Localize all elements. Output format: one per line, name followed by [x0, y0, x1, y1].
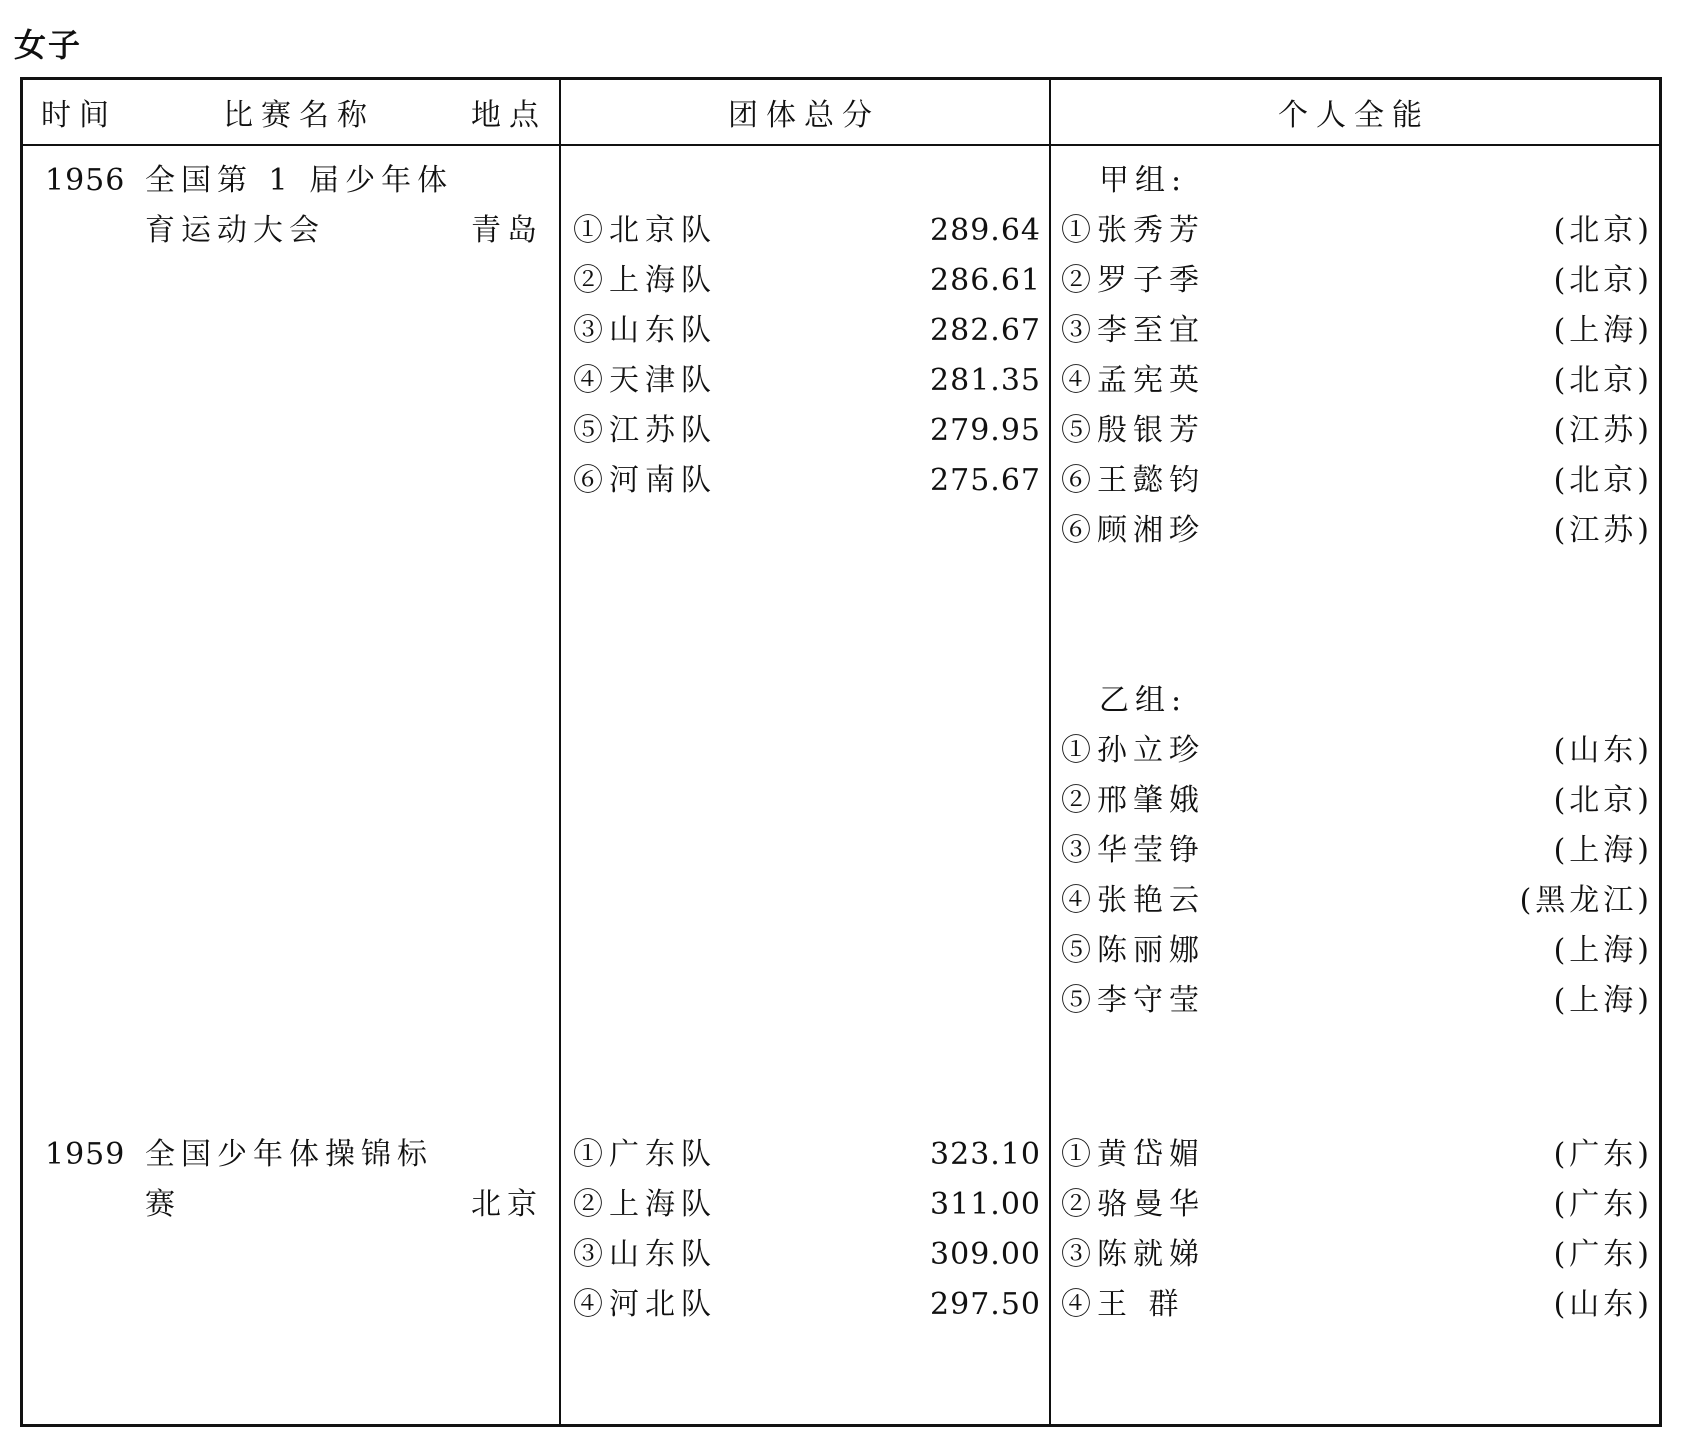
column-divider-team — [559, 80, 561, 1424]
athlete-name: ④王 群 — [1061, 1287, 1185, 1322]
athlete-region: (广东) — [1553, 1237, 1653, 1272]
athlete-name: ②骆曼华 — [1061, 1187, 1205, 1222]
athlete-name: ①张秀芳 — [1061, 213, 1205, 248]
event-name-line2: 育运动大会 — [145, 213, 325, 248]
header-place: 地点 — [471, 98, 547, 133]
event-place: 青岛 — [471, 213, 543, 248]
athlete-region: (北京) — [1553, 783, 1653, 818]
team-score: 311.00 — [930, 1187, 1041, 1222]
team-score: 286.61 — [930, 263, 1041, 298]
team-score: 282.67 — [930, 313, 1041, 348]
athlete-name: ⑤陈丽娜 — [1061, 933, 1205, 968]
team-score: 323.10 — [930, 1137, 1041, 1172]
team-name: ③山东队 — [573, 1237, 717, 1272]
results-table — [20, 77, 1662, 1427]
event-name-line1: 全国第 1 届少年体 — [145, 163, 454, 198]
section-title: 女子 — [14, 26, 83, 64]
group-label: 甲组: — [1099, 163, 1188, 198]
athlete-region: (山东) — [1553, 733, 1653, 768]
team-name: ⑥河南队 — [573, 463, 717, 498]
team-score: 309.00 — [930, 1237, 1041, 1272]
team-name: ④天津队 — [573, 363, 717, 398]
athlete-name: ①孙立珍 — [1061, 733, 1205, 768]
column-divider-individual — [1049, 80, 1051, 1424]
event-year: 1956 — [45, 163, 126, 198]
athlete-region: (广东) — [1553, 1187, 1653, 1222]
team-name: ①北京队 — [573, 213, 717, 248]
team-name: ⑤江苏队 — [573, 413, 717, 448]
team-name: ②上海队 — [573, 1187, 717, 1222]
team-name: ③山东队 — [573, 313, 717, 348]
athlete-name: ⑤李守莹 — [1061, 983, 1205, 1018]
athlete-region: (江苏) — [1553, 413, 1653, 448]
athlete-name: ①黄岱媚 — [1061, 1137, 1205, 1172]
athlete-name: ④张艳云 — [1061, 883, 1205, 918]
team-score: 279.95 — [930, 413, 1041, 448]
team-score: 297.50 — [930, 1287, 1041, 1322]
athlete-region: (北京) — [1553, 463, 1653, 498]
header-team: 团体总分 — [728, 98, 880, 133]
athlete-region: (上海) — [1553, 983, 1653, 1018]
header-time: 时间 — [41, 98, 117, 133]
athlete-name: ③李至宜 — [1061, 313, 1205, 348]
athlete-region: (上海) — [1553, 833, 1653, 868]
team-score: 281.35 — [930, 363, 1041, 398]
athlete-region: (黑龙江) — [1519, 883, 1653, 918]
team-score: 275.67 — [930, 463, 1041, 498]
event-name-line2: 赛 — [145, 1187, 181, 1222]
event-place: 北京 — [471, 1187, 543, 1222]
athlete-region: (广东) — [1553, 1137, 1653, 1172]
team-name: ①广东队 — [573, 1137, 717, 1172]
athlete-name: ⑤殷银芳 — [1061, 413, 1205, 448]
event-year: 1959 — [45, 1137, 126, 1172]
athlete-name: ⑥顾湘珍 — [1061, 513, 1205, 548]
group-label: 乙组: — [1099, 683, 1188, 718]
athlete-name: ③陈就娣 — [1061, 1237, 1205, 1272]
team-score: 289.64 — [930, 213, 1041, 248]
event-name-line1: 全国少年体操锦标 — [145, 1137, 433, 1172]
athlete-name: ③华莹铮 — [1061, 833, 1205, 868]
athlete-region: (北京) — [1553, 363, 1653, 398]
athlete-name: ⑥王懿钧 — [1061, 463, 1205, 498]
athlete-region: (北京) — [1553, 263, 1653, 298]
team-name: ④河北队 — [573, 1287, 717, 1322]
athlete-region: (上海) — [1553, 313, 1653, 348]
team-name: ②上海队 — [573, 263, 717, 298]
athlete-name: ④孟宪英 — [1061, 363, 1205, 398]
athlete-region: (上海) — [1553, 933, 1653, 968]
athlete-region: (江苏) — [1553, 513, 1653, 548]
header-name: 比赛名称 — [223, 98, 375, 133]
athlete-region: (山东) — [1553, 1287, 1653, 1322]
header-individual: 个人全能 — [1278, 98, 1430, 133]
athlete-region: (北京) — [1553, 213, 1653, 248]
athlete-name: ②罗子季 — [1061, 263, 1205, 298]
athlete-name: ②邢肇娥 — [1061, 783, 1205, 818]
